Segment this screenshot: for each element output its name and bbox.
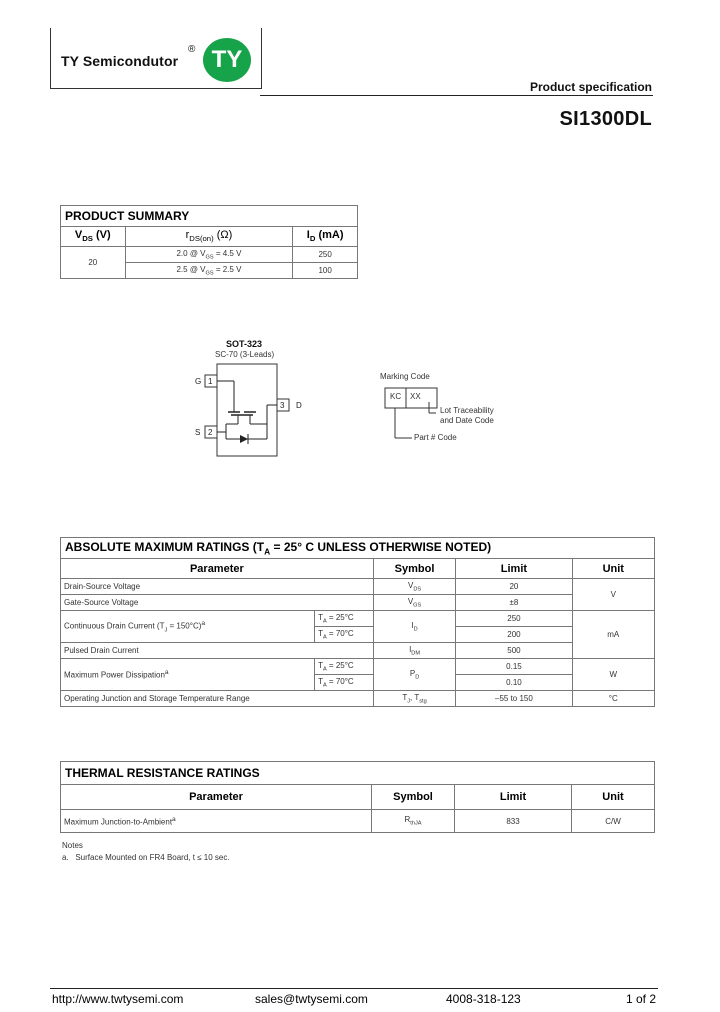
col-limit: Limit (455, 785, 572, 810)
pin-d-label: D (296, 401, 302, 410)
limit-cell: –55 to 150 (456, 691, 572, 707)
symbol-cell: $I_D$ (373, 611, 456, 643)
unit-cell: W (572, 659, 654, 691)
lot-traceability-label: Lot Traceability and Date Code (440, 406, 494, 425)
col-parameter: Parameter (61, 785, 372, 810)
table-row (61, 247, 358, 263)
limit-cell: 20 (456, 579, 572, 595)
limit-cell: 0.10 (456, 675, 572, 691)
pin-g-label: G (195, 377, 202, 386)
rds-value: 2.0 @ $V_{GS} = 4.5$ V (125, 247, 293, 263)
table-row (61, 810, 655, 833)
header-divider (260, 95, 653, 96)
table-row (61, 691, 655, 707)
col-symbol: Symbol (373, 559, 456, 579)
col-id: $I_D$ (mA) (293, 227, 358, 247)
param-cell: Maximum Power Dissipation$^a$ (61, 659, 315, 691)
limit-cell: 0.15 (456, 659, 572, 675)
product-summary-table (60, 205, 358, 279)
footer-email-link[interactable]: sales@twtysemi.com (255, 992, 368, 1006)
marking-code-label: Marking Code (380, 372, 430, 381)
symbol-cell: $V_{DS}$ (373, 579, 456, 595)
id-value: 250 (293, 247, 358, 263)
package-title: SOT-323 (226, 339, 263, 349)
footer-phone: 4008-318-123 (446, 992, 521, 1006)
package-subtitle: SC-70 (3-Leads) (215, 350, 275, 359)
col-vds: $V_{DS}$ (V) (61, 227, 126, 247)
notes-title: Notes (62, 841, 83, 850)
registered-mark: ® (188, 44, 196, 55)
pin-2-number: 2 (208, 428, 213, 437)
part-code-label: Part # Code (414, 433, 457, 442)
col-rds: $r_{DS(on)}$ (Ω) (125, 227, 293, 247)
limit-cell: 833 (455, 810, 572, 833)
col-symbol: Symbol (372, 785, 455, 810)
table-row (61, 643, 655, 659)
symbol-cell: $T_J$, $T_{stg}$ (373, 691, 456, 707)
abs-max-title: ABSOLUTE MAXIMUM RATINGS ($T_A = 25^\circ$ C UNLESS OTHERWISE NOTED) (61, 538, 655, 559)
absolute-maximum-ratings-table (60, 537, 655, 707)
thermal-title: THERMAL RESISTANCE RATINGS (61, 762, 655, 785)
limit-cell: 500 (456, 643, 572, 659)
table-row (61, 659, 655, 675)
sot323-package-diagram (190, 360, 310, 460)
limit-cell: 200 (456, 627, 572, 643)
table-row (61, 595, 655, 611)
unit-cell: V (572, 579, 654, 611)
footer-page-number: 1 of 2 (626, 992, 657, 1006)
param-cell: Drain-Source Voltage (61, 579, 374, 595)
ty-logo: TY (203, 38, 251, 82)
col-unit: Unit (572, 785, 655, 810)
symbol-cell: $V_{GS}$ (373, 595, 456, 611)
col-unit: Unit (572, 559, 654, 579)
condition-cell: $T_A = 70^\circ C$ (315, 627, 374, 643)
unit-cell: mA (572, 611, 654, 659)
symbol-cell: $P_D$ (373, 659, 456, 691)
footer-website-link[interactable]: http://www.twtysemi.com (52, 992, 184, 1006)
symbol-cell: $R_{thJA}$ (372, 810, 455, 833)
product-summary-title: PRODUCT SUMMARY (61, 206, 358, 227)
col-limit: Limit (456, 559, 572, 579)
part-number: SI1300DL (559, 108, 652, 130)
unit-cell: °C (572, 691, 654, 707)
thermal-resistance-table (60, 761, 655, 833)
pin-1-number: 1 (208, 377, 213, 386)
col-parameter: Parameter (61, 559, 374, 579)
limit-cell: 250 (456, 611, 572, 627)
brand-name: TY Semicondutor (61, 53, 179, 69)
condition-cell: $T_A = 25^\circ C$ (315, 659, 374, 675)
table-row (61, 611, 655, 627)
table-row (61, 579, 655, 595)
pin-s-label: S (195, 428, 201, 437)
param-cell: Pulsed Drain Current (61, 643, 374, 659)
id-value: 100 (293, 263, 358, 279)
limit-cell: ±8 (456, 595, 572, 611)
notes-section (62, 840, 230, 864)
product-specification-label: Product specification (529, 80, 652, 94)
param-cell: Gate-Source Voltage (61, 595, 374, 611)
symbol-cell: $I_{DM}$ (373, 643, 456, 659)
condition-cell: $T_A = 25^\circ C$ (315, 611, 374, 627)
param-cell: Operating Junction and Storage Temperature Range (61, 691, 374, 707)
condition-cell: $T_A = 70^\circ C$ (315, 675, 374, 691)
marking-kc: KC (390, 392, 402, 401)
rds-value: 2.5 @ $V_{GS} = 2.5$ V (125, 263, 293, 279)
vds-value: 20 (61, 247, 126, 279)
param-cell: Continuous Drain Current $(T_J = 150^\circ C)^a$ (61, 611, 315, 643)
note-a: a. Surface Mounted on FR4 Board, t ≤ 10 sec. (62, 853, 230, 862)
unit-cell: C/W (572, 810, 655, 833)
marking-xx: XX (410, 392, 421, 401)
footer-divider (50, 988, 658, 989)
param-cell: Maximum Junction-to-Ambient$^a$ (61, 810, 372, 833)
pin-3-number: 3 (280, 401, 285, 410)
